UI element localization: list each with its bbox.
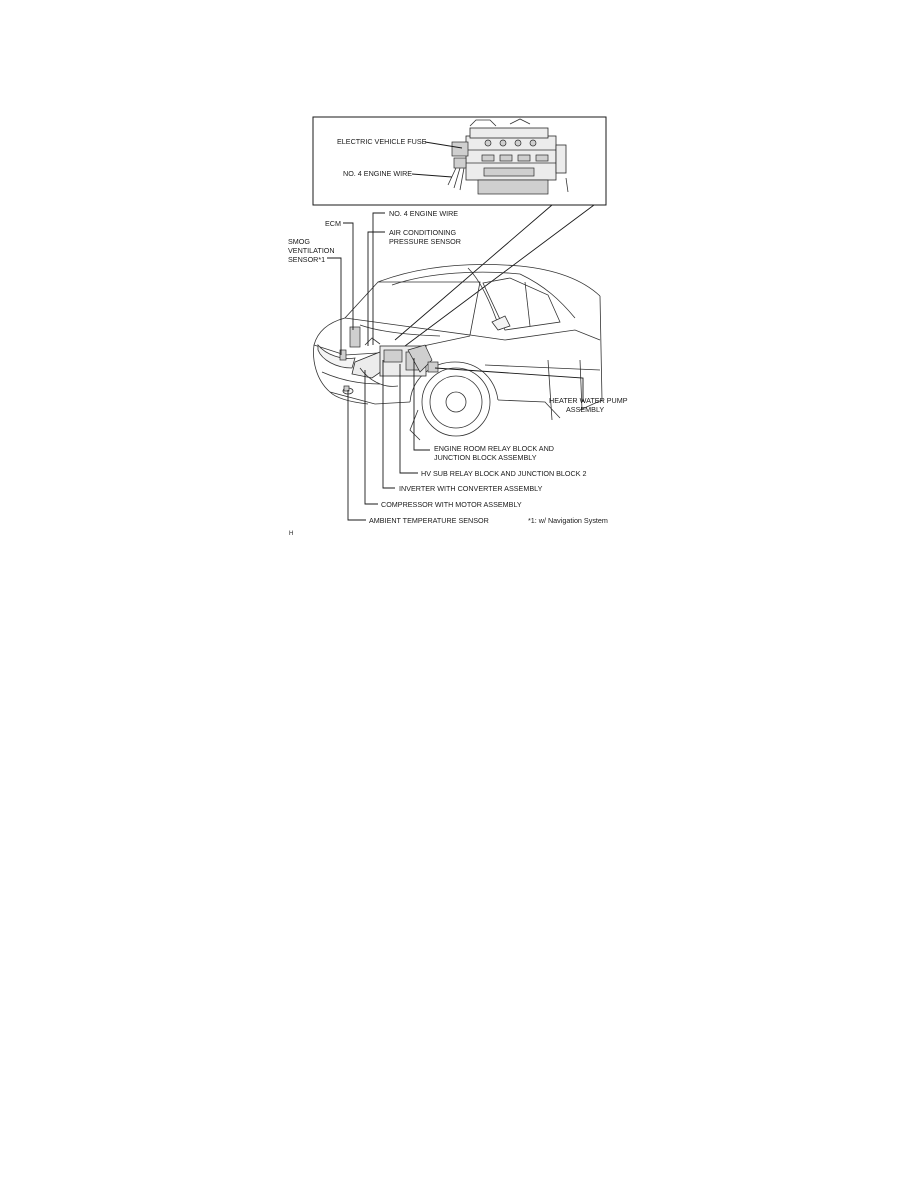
label-engine-room-1: ENGINE ROOM RELAY BLOCK AND (434, 444, 554, 453)
car-drawing (314, 265, 605, 440)
label-inverter: INVERTER WITH CONVERTER ASSEMBLY (399, 484, 543, 493)
ecm-unit (350, 327, 360, 347)
figure-code: H (289, 531, 294, 537)
label-footnote: *1: w/ Navigation System (528, 516, 608, 525)
label-air-conditioning-1: AIR CONDITIONING (389, 228, 457, 237)
label-air-conditioning-2: PRESSURE SENSOR (389, 237, 461, 246)
leader-compressor (365, 370, 378, 504)
leader-air-conditioning (368, 232, 385, 346)
label-heater-2: ASSEMBLY (566, 405, 605, 414)
label-heater-1: HEATER WATER PUMP (549, 396, 628, 405)
label-ecm: ECM (325, 219, 341, 228)
leader-ecm (343, 223, 353, 330)
label-no4-engine-wire: NO. 4 ENGINE WIRE (389, 209, 459, 218)
leader-hv-sub-relay (400, 364, 418, 473)
leader-ambient (348, 390, 366, 520)
label-no4-engine-wire-inset: NO. 4 ENGINE WIRE (343, 169, 413, 178)
leader-inverter (383, 360, 395, 488)
label-ambient: AMBIENT TEMPERATURE SENSOR (369, 516, 489, 525)
label-smog-1: SMOG (288, 237, 310, 246)
label-hv-sub-relay: HV SUB RELAY BLOCK AND JUNCTION BLOCK 2 (421, 469, 587, 478)
label-smog-3: SENSOR*1 (288, 255, 326, 264)
engine-inset (313, 117, 606, 205)
leader-smog (327, 258, 341, 355)
label-electric-vehicle-fuse: ELECTRIC VEHICLE FUSE (337, 137, 427, 146)
label-smog-2: VENTILATION (288, 246, 335, 255)
label-engine-room-2: JUNCTION BLOCK ASSEMBLY (434, 453, 537, 462)
label-compressor: COMPRESSOR WITH MOTOR ASSEMBLY (381, 500, 522, 509)
leader-no4-engine-wire (373, 213, 385, 345)
